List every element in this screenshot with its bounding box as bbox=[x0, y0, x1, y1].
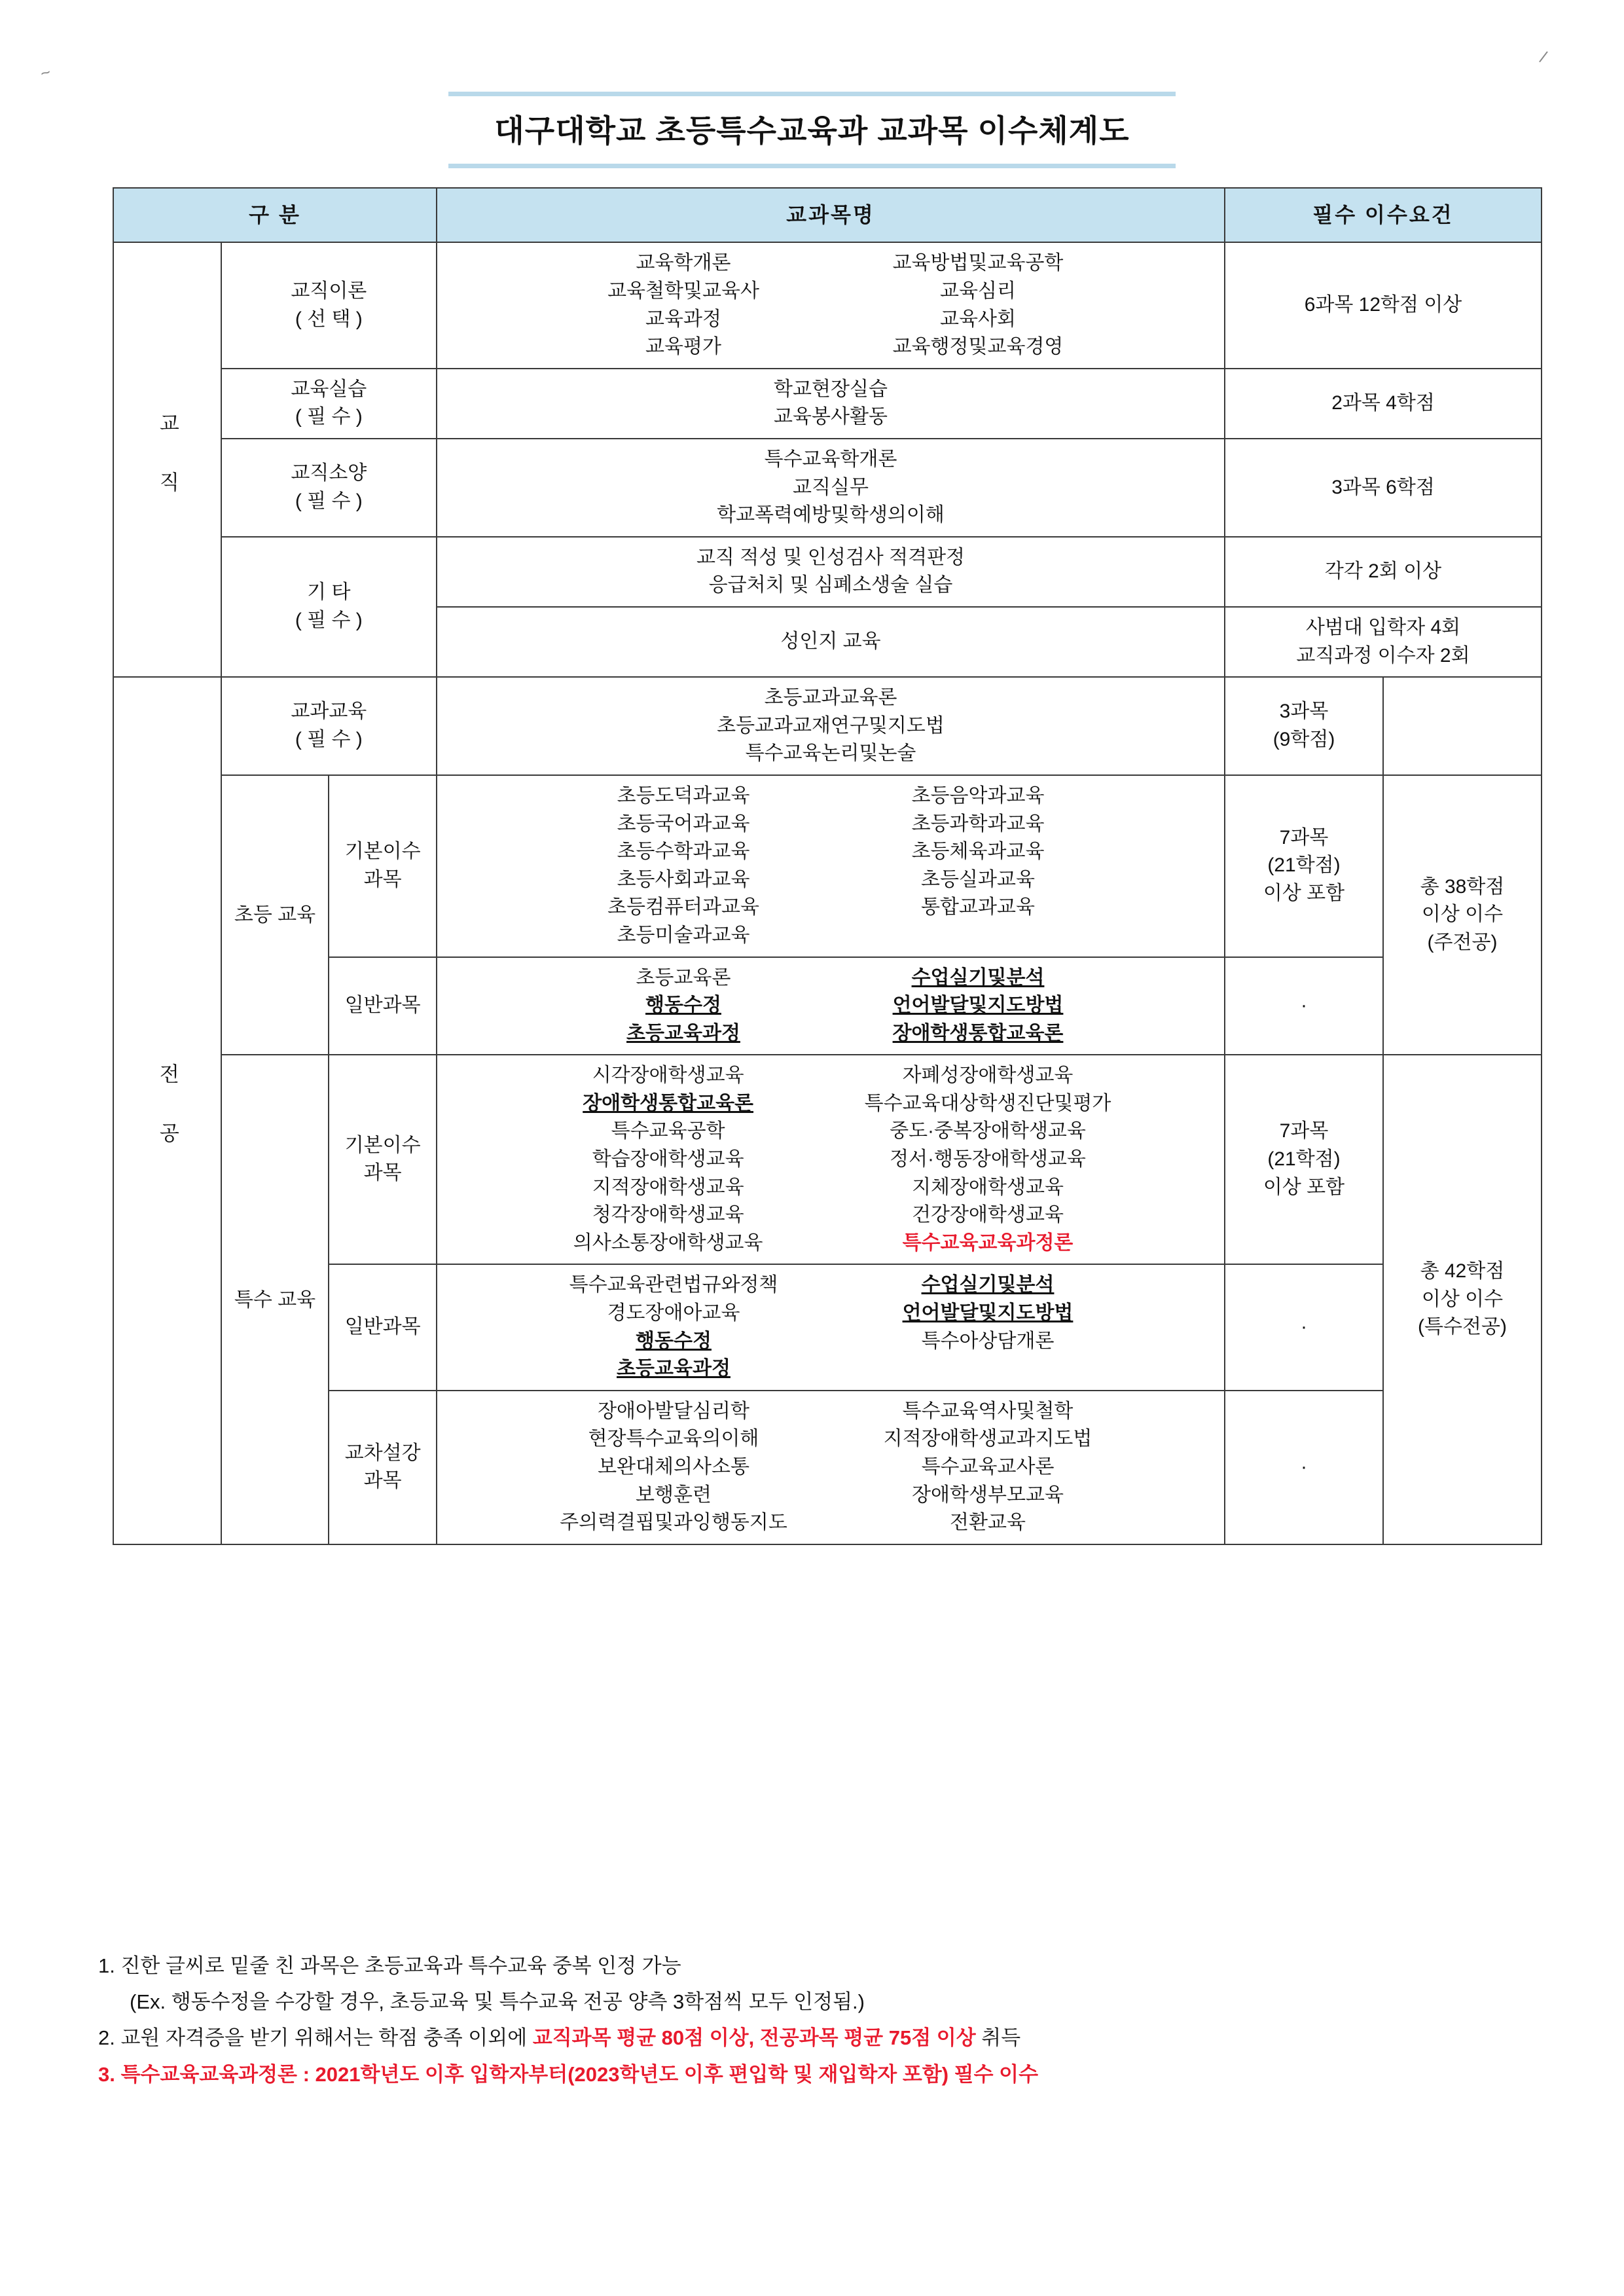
table-row bbox=[113, 242, 1542, 368]
page-title: 대구대학교 초등특수교육과 교과목 이수체계도 bbox=[448, 92, 1175, 168]
total-chodeung: 총 38학점 이상 이수 (주전공) bbox=[1383, 775, 1542, 1055]
curriculum-table bbox=[113, 187, 1542, 1545]
category-gyogwa-gyoyuk: 교과교육 ( 필 수 ) bbox=[221, 677, 437, 775]
header-requirement: 필수 이수요건 bbox=[1225, 188, 1542, 242]
req-gyocha: · bbox=[1225, 1391, 1383, 1544]
req-chodeung-ilban: · bbox=[1225, 957, 1383, 1055]
category-gyocha: 교차설강 과목 bbox=[329, 1391, 437, 1544]
courses-gyogwa-gyoyuk: 초등교과교육론 초등교과교재연구및지도법 특수교육논리및논술 bbox=[437, 677, 1225, 775]
category-chodeung-gibon: 기본이수 과목 bbox=[329, 775, 437, 957]
courses-chodeung-gibon: 초등도덕과교육 초등국어과교육 초등수학과교육 초등사회과교육 초등컴퓨터과교육 초등미술과교육 초등음악과교육 초등과학과교육 초등체육과교육 초등실과교육 통합교과교육 bbox=[437, 775, 1225, 957]
category-gyoyuk-silseup: 교육실습 ( 필 수 ) bbox=[221, 369, 437, 439]
req-gyojik-soyang: 3과목 6학점 bbox=[1225, 439, 1542, 537]
group-jeongong: 전 공 bbox=[113, 677, 221, 1544]
courses-teuksu-ilban: 특수교육관련법규와정책 경도장애아교육 행동수정 초등교육과정 수업실기및분석 언어발달및지도방법 특수아상담개론 bbox=[437, 1264, 1225, 1390]
header-division: 구 분 bbox=[113, 188, 437, 242]
pen-mark-top-left: ~ bbox=[37, 62, 54, 84]
req-seonginji: 사범대 입학자 4회 교직과정 이수자 2회 bbox=[1225, 607, 1542, 677]
table-row bbox=[113, 677, 1542, 775]
table-header-row bbox=[113, 188, 1542, 242]
group-teuksu: 특수 교육 bbox=[221, 1055, 329, 1544]
category-teuksu-gibon: 기본이수 과목 bbox=[329, 1055, 437, 1264]
group-gyojik: 교 직 bbox=[113, 242, 221, 677]
footnotes bbox=[98, 1948, 1538, 2092]
total-teuksu: 총 42학점 이상 이수 (특수전공) bbox=[1383, 1055, 1542, 1544]
pen-mark-top-right: / bbox=[1537, 46, 1549, 67]
table-row bbox=[113, 1055, 1542, 1264]
req-gyoyuk-silseup: 2과목 4학점 bbox=[1225, 369, 1542, 439]
courses-gyojik-iron: 교육학개론 교육철학및교육사 교육과정 교육평가 교육방법및교육공학 교육심리 교육사회 교육행정및교육경영 bbox=[437, 242, 1225, 368]
courses-gyojik-soyang: 특수교육학개론 교직실무 학교폭력예방및학생의이해 bbox=[437, 439, 1225, 537]
req-gyogwa-gyoyuk: 3과목 (9학점) bbox=[1225, 677, 1383, 775]
category-gyojik-soyang: 교직소양 ( 필 수 ) bbox=[221, 439, 437, 537]
req-chodeung-gibon: 7과목 (21학점) 이상 포함 bbox=[1225, 775, 1383, 957]
table-row bbox=[113, 537, 1542, 607]
table-row bbox=[113, 775, 1542, 957]
req-teuksu-gibon: 7과목 (21학점) 이상 포함 bbox=[1225, 1055, 1383, 1264]
footnote-1: 1. 진한 글씨로 밑줄 친 과목은 초등교육과 특수교육 중복 인정 가능 bbox=[98, 1954, 681, 1977]
courses-gyocha: 장애아발달심리학 현장특수교육의이해 보완대체의사소통 보행훈련 주의력결핍및과잉행동지도 특수교육역사및철학 지적장애학생교과지도법 특수교육교사론 장애학생부모교육 전환교육 bbox=[437, 1391, 1225, 1544]
courses-gyoyuk-silseup: 학교현장실습 교육봉사활동 bbox=[437, 369, 1225, 439]
group-chodeung: 초등 교육 bbox=[221, 775, 329, 1055]
req-gyojik-iron: 6과목 12학점 이상 bbox=[1225, 242, 1542, 368]
footnote-2: 2. 교원 자격증을 받기 위해서는 학점 충족 이외에 교직과목 평균 80점 이상, 전공과목 평균 75점 이상 취득 bbox=[98, 2026, 1021, 2050]
table-row bbox=[113, 439, 1542, 537]
footnote-1-example: (Ex. 행동수정을 수강할 경우, 초등교육 및 특수교육 전공 양측 3학점씩 모두 인정됨.) bbox=[130, 1990, 865, 2014]
header-course-names: 교과목명 bbox=[437, 188, 1225, 242]
page-title-wrap bbox=[0, 92, 1624, 168]
category-teuksu-ilban: 일반과목 bbox=[329, 1264, 437, 1390]
total-blank bbox=[1383, 677, 1542, 775]
courses-chodeung-ilban: 초등교육론 행동수정 초등교육과정 수업실기및분석 언어발달및지도방법 장애학생통합교육론 bbox=[437, 957, 1225, 1055]
courses-gita: 교직 적성 및 인성검사 적격판정 응급처치 및 심폐소생술 실습 bbox=[437, 537, 1225, 607]
req-gita: 각각 2회 이상 bbox=[1225, 537, 1542, 607]
courses-seonginji: 성인지 교육 bbox=[437, 607, 1225, 677]
table-row bbox=[113, 369, 1542, 439]
courses-teuksu-gibon: 시각장애학생교육 장애학생통합교육론 특수교육공학 학습장애학생교육 지적장애학생교육 청각장애학생교육 의사소통장애학생교육 자폐성장애학생교육 특수교육대상학생진단및평가 중도·중복장애학생교육 정서·행동장애학생교육 지체장애학생교육 건강장애학생교육 특수교육교육과정론 bbox=[437, 1055, 1225, 1264]
category-gita: 기 타 ( 필 수 ) bbox=[221, 537, 437, 677]
footnote-3: 3. 특수교육교육과정론 : 2021학년도 이후 입학자부터(2023학년도 이후 편입학 및 재입학자 포함) 필수 이수 bbox=[98, 2062, 1039, 2086]
req-teuksu-ilban: · bbox=[1225, 1264, 1383, 1390]
category-gyojik-iron: 교직이론 ( 선 택 ) bbox=[221, 242, 437, 368]
category-chodeung-ilban: 일반과목 bbox=[329, 957, 437, 1055]
